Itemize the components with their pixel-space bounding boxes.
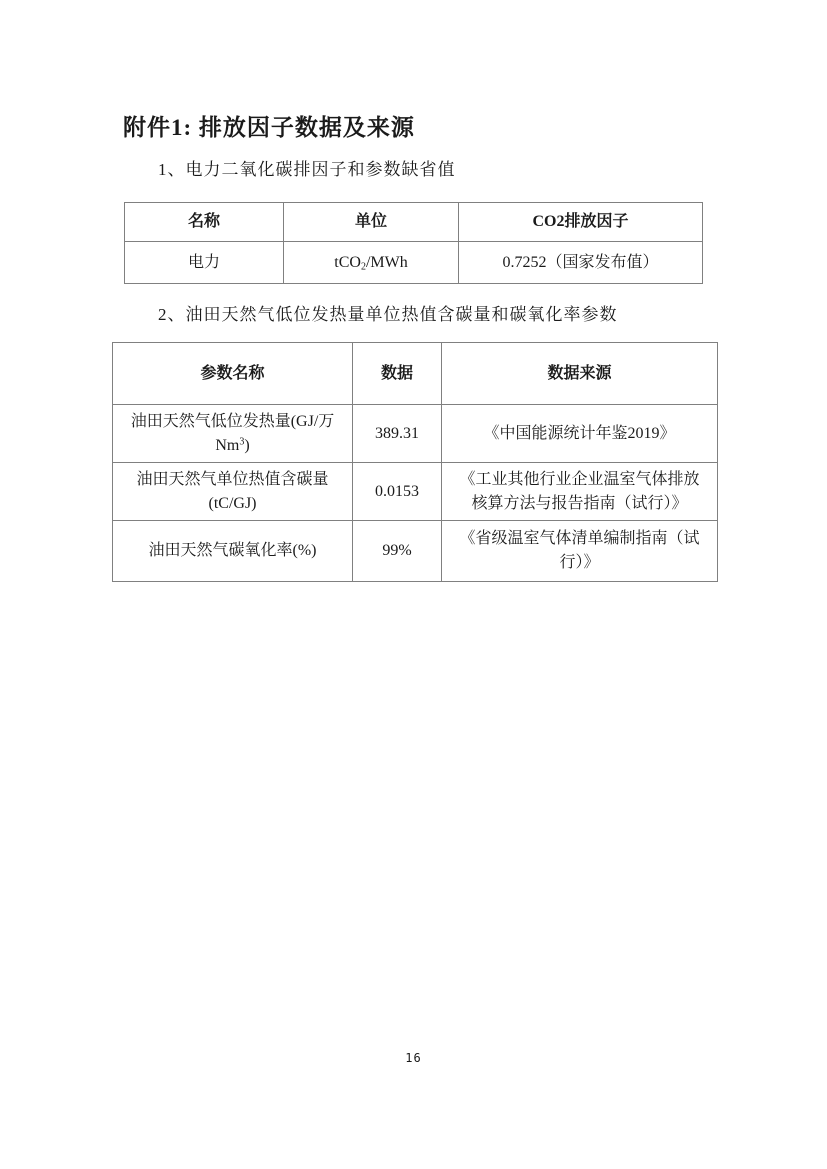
cell-value: 0.0153 — [353, 463, 442, 521]
page-title: 附件1: 排放因子数据及来源 — [123, 115, 415, 140]
section2-heading: 2、油田天然气低位发热量单位热值含碳量和碳氧化率参数 — [158, 305, 618, 324]
cell-factor-value: 0.7252（国家发布值） — [459, 242, 703, 284]
unit-subscript: 2 — [360, 261, 366, 272]
cell-param-name: 油田天然气碳氧化率(%) — [113, 521, 353, 582]
param-text-rest: ) — [244, 436, 250, 454]
cell-unit — [284, 242, 459, 284]
table2-header-row — [113, 343, 718, 405]
table2-header-value: 数据 — [353, 343, 442, 405]
table1-header-name: 名称 — [125, 203, 284, 242]
table1-row-electricity — [125, 242, 703, 284]
section1-heading: 1、电力二氧化碳排因子和参数缺省值 — [158, 160, 456, 179]
cell-source: 《省级温室气体清单编制指南（试行）》 — [442, 521, 718, 582]
gas-parameters-table — [112, 342, 718, 582]
table1-header-co2-factor: CO2排放因子 — [459, 203, 703, 242]
param-text: 油田天然气低位发热量(GJ/万Nm — [130, 412, 335, 454]
table2-row-carbon-content — [113, 463, 718, 521]
table2-header-source: 数据来源 — [442, 343, 718, 405]
table2-row-heating-value — [113, 405, 718, 463]
table1-header-row — [125, 203, 703, 242]
cell-name: 电力 — [125, 242, 284, 284]
cell-source: 《工业其他行业企业温室气体排放核算方法与报告指南（试行）》 — [442, 463, 718, 521]
cell-param-name — [113, 405, 353, 463]
unit-text: tCO — [334, 253, 361, 271]
cell-param-name: 油田天然气单位热值含碳量 (tC/GJ) — [113, 463, 353, 521]
table1-header-unit: 单位 — [284, 203, 459, 242]
page-number: 16 — [405, 1051, 422, 1065]
param-superscript: 3 — [239, 436, 245, 447]
cell-source: 《中国能源统计年鉴2019》 — [442, 405, 718, 463]
table2-header-param: 参数名称 — [113, 343, 353, 405]
electricity-emission-factor-table — [124, 202, 703, 284]
cell-value: 99% — [353, 521, 442, 582]
table2-row-oxidation-rate — [113, 521, 718, 582]
unit-text-rest: /MWh — [365, 253, 408, 271]
cell-value: 389.31 — [353, 405, 442, 463]
